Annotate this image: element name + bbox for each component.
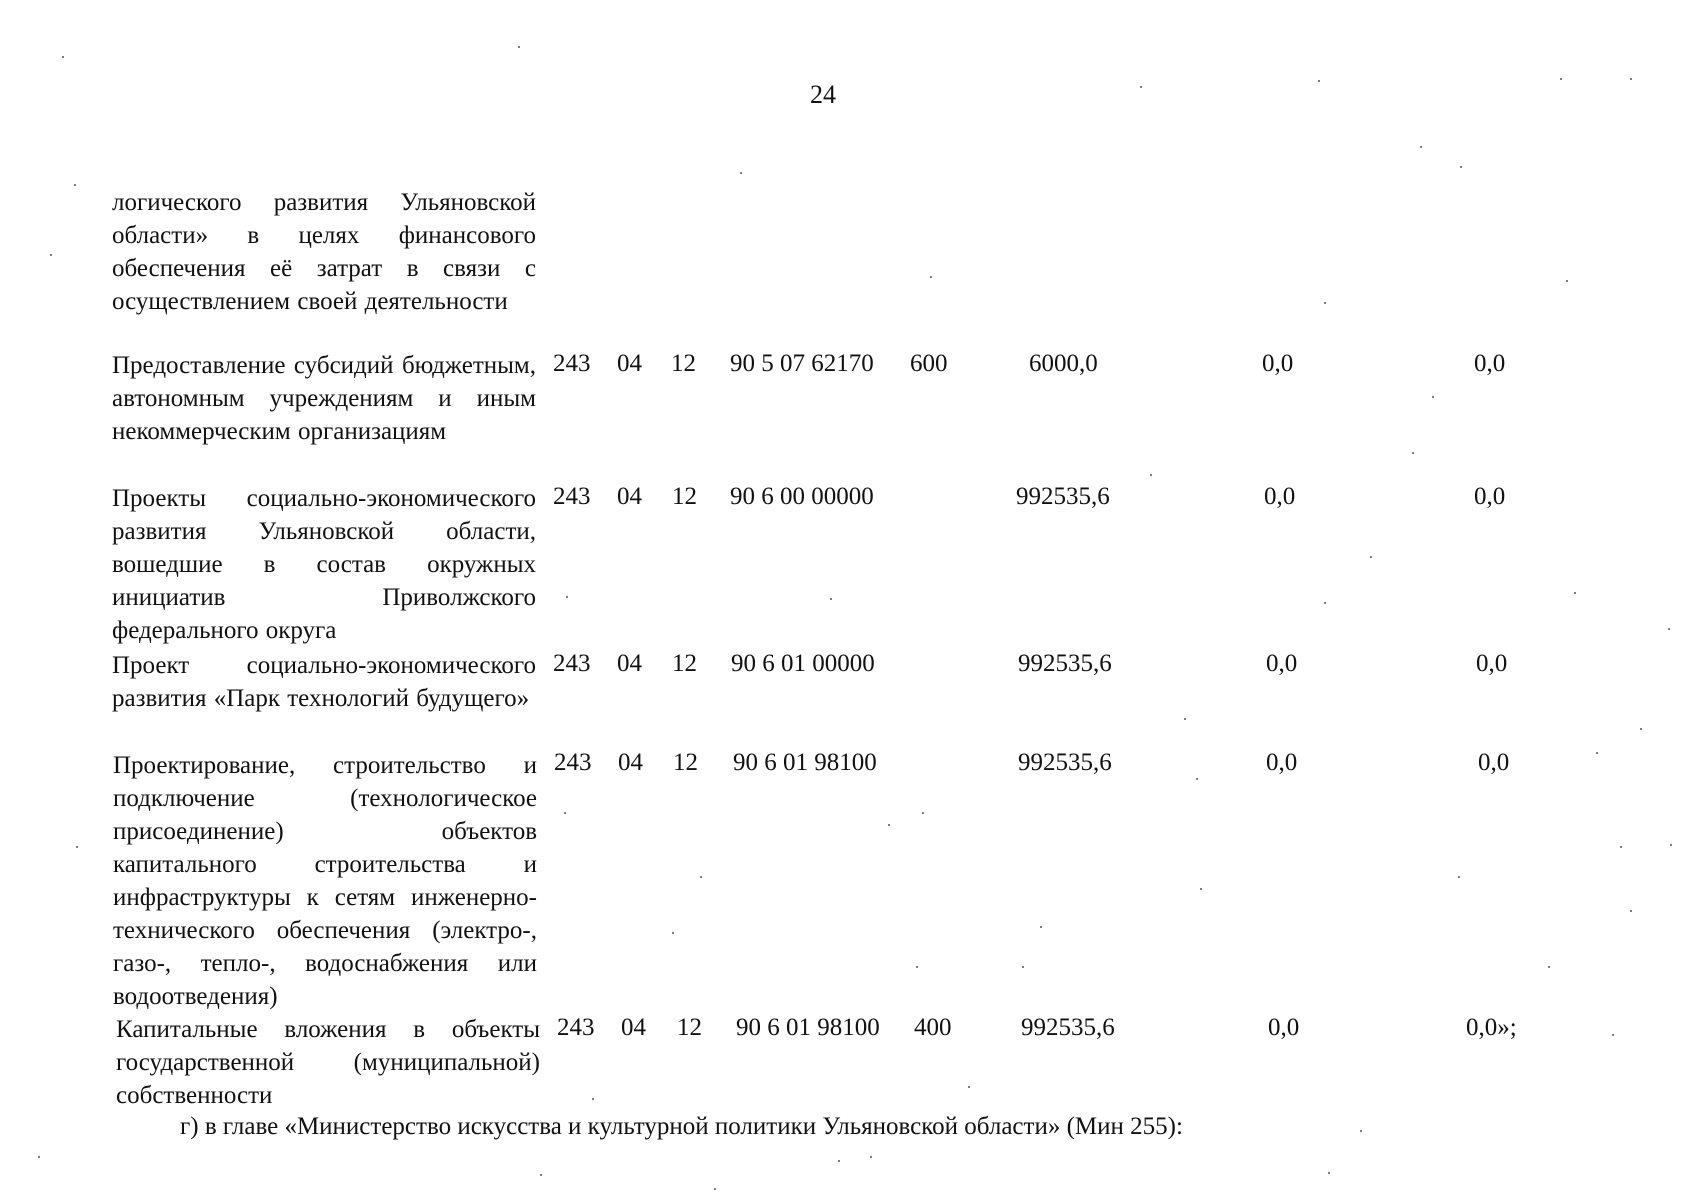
scan-speck [870,1156,872,1158]
scan-speck [888,824,890,826]
scan-speck [1370,556,1372,558]
scan-speck [540,1174,542,1176]
scan-speck [1318,80,1320,82]
cell-year2: 0,0 [1266,650,1298,677]
scan-speck [1140,86,1142,88]
cell-year1: 992535,6 [1016,483,1110,510]
scan-speck [1640,728,1642,730]
cell-section: 04 [621,1014,646,1041]
scan-speck [1196,778,1198,780]
scan-speck [1360,1130,1362,1132]
scan-speck [1566,280,1568,282]
cell-year1: 992535,6 [1018,749,1112,776]
scan-speck [76,846,78,848]
cell-target: 90 5 07 62170 [730,350,874,377]
scan-speck [968,1086,970,1088]
cell-code: 243 [557,1014,595,1041]
cell-subsection: 12 [672,483,697,510]
scan-speck [1548,966,1550,968]
cell-type: 600 [910,350,948,377]
cell-target: 90 6 01 98100 [736,1014,880,1041]
cell-section: 04 [617,350,642,377]
scan-speck [1328,1172,1330,1174]
cell-year2: 0,0 [1264,483,1296,510]
cell-year1: 6000,0 [1029,350,1098,377]
cell-target: 90 6 01 00000 [731,650,875,677]
scan-speck [1560,78,1562,80]
cell-section: 04 [617,650,642,677]
cell-year3: 0,0»; [1466,1014,1517,1041]
scan-speck [930,276,932,278]
row-description: Проект социально-экономического развития «Парк технологий будущего» [112,652,536,712]
scan-speck [1324,302,1326,304]
scan-speck [74,184,76,186]
cell-year2: 0,0 [1266,749,1298,776]
scan-speck [518,46,520,48]
cell-year1: 992535,6 [1021,1014,1115,1041]
cell-year3: 0,0 [1478,749,1510,776]
cell-code: 243 [553,650,591,677]
cell-year2: 0,0 [1268,1014,1300,1041]
cell-subsection: 12 [673,749,698,776]
cell-year3: 0,0 [1474,483,1506,510]
cell-code: 243 [553,483,591,510]
scan-speck [714,1188,716,1190]
scan-speck [1022,966,1024,968]
scan-speck [1432,396,1434,398]
row-description: Проекты социально-экономического развития Ульяновской области, вошедшие в состав окружных инициатив Приволжского федерального округа [112,485,536,644]
cell-subsection: 12 [677,1014,702,1041]
scan-speck [62,56,64,58]
cell-target: 90 6 00 00000 [730,483,874,510]
cell-type: 400 [914,1014,952,1041]
row-description: логического развития Ульяновской области» в целях финансового обеспечения её затрат в связи с осуществлением своей деятельности [112,189,536,315]
cell-subsection: 12 [672,650,697,677]
cell-year3: 0,0 [1476,650,1508,677]
cell-year2: 0,0 [1262,350,1294,377]
scan-speck [1574,592,1576,594]
scan-speck [564,812,566,814]
scan-speck [916,966,918,968]
scan-speck [740,172,742,174]
page-number: 24 [810,80,836,109]
scan-speck [1612,1034,1614,1036]
cell-year3: 0,0 [1474,350,1506,377]
scan-speck [672,932,674,934]
scan-speck [1458,876,1460,878]
scan-speck [838,1160,840,1162]
scan-speck [1420,146,1422,148]
scan-speck [566,596,568,598]
cell-section: 04 [617,483,642,510]
cell-code: 243 [553,350,591,377]
scan-speck [1668,628,1670,630]
scan-speck [1630,910,1632,912]
cell-section: 04 [618,749,643,776]
scan-speck [1620,846,1622,848]
row-description: Капитальные вложения в объекты государственной (муниципальной) собственности [116,1016,540,1109]
scan-speck [1200,888,1202,890]
scan-speck [1324,602,1326,604]
section-paragraph: г) в главе «Министерство искусства и культурной политики Ульяновской области» (Мин 255): [180,1113,1183,1140]
scan-speck [1412,452,1414,454]
row-description: Проектирование, строительство и подключение (технологическое присоединение) объектов капитального строительства и инфраструктуры к сетям инженерно-технического обеспечения (электро-, газо-, тепло-, водоснабжения или водоотведения) [113,752,537,1010]
scan-speck [700,876,702,878]
scan-speck [1184,718,1186,720]
scan-speck [1596,752,1598,754]
scan-speck [830,598,832,600]
scan-speck [922,812,924,814]
scan-speck [1670,844,1672,846]
cell-code: 243 [554,749,592,776]
cell-subsection: 12 [671,350,696,377]
scan-speck [1630,78,1632,80]
scan-speck [50,254,52,256]
scan-speck [38,1156,40,1158]
cell-target: 90 6 01 98100 [733,749,877,776]
scan-speck [592,1098,594,1100]
row-description: Предоставление субсидий бюджетным, автономным учреждениям и иным некоммерческим организациям [112,352,536,445]
scan-speck [1150,474,1152,476]
scan-speck [1460,166,1462,168]
cell-year1: 992535,6 [1018,650,1112,677]
scan-speck [1040,926,1042,928]
